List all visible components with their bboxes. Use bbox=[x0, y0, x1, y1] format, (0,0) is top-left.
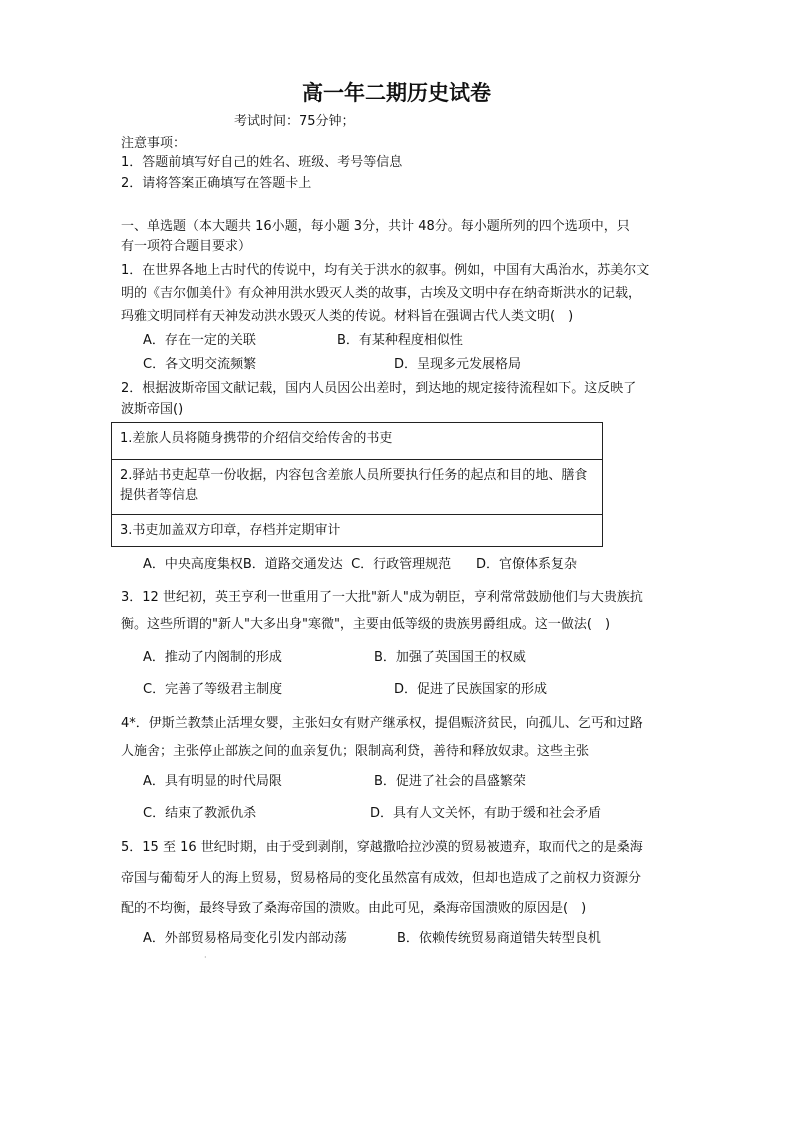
page-title: 高一年二期历史试卷 bbox=[302, 80, 491, 105]
question-1-text: 玛雅文明同样有天神发动洪水毁灭人类的传说。材料旨在强调古代人类文明( ) bbox=[121, 309, 574, 324]
question-1-text: 1．在世界各地上古时代的传说中，均有关于洪水的叙事。例如，中国有大禹治水，苏美尔文 bbox=[121, 263, 650, 278]
question-3-text: 衡。这些所谓的"新人"大多出身"寒微"，主要由低等级的贵族男爵组成。这一做法( ) bbox=[121, 617, 611, 632]
question-1-text: 明的《吉尔伽美什》有众神用洪水毁灭人类的故事，古埃及文明中存在纳奇斯洪水的记载， bbox=[121, 286, 642, 301]
q2-material-table bbox=[111, 422, 603, 547]
notice-item: 2．请将答案正确填写在答题卡上 bbox=[121, 176, 312, 191]
q3-option-a: A．推动了内阁制的形成 bbox=[143, 650, 282, 665]
question-5-text: 配的不均衡，最终导致了桑海帝国的溃败。由此可见，桑海帝国溃败的原因是( ) bbox=[121, 901, 587, 916]
exam-time: 考试时间：75分钟； bbox=[234, 114, 355, 129]
q2-table-row: 2.驿站书吏起草一份收据，内容包含差旅人员所要执行任务的起点和目的地、膳食提供者等信息 bbox=[112, 459, 602, 514]
question-2-text: 波斯帝国() bbox=[121, 402, 184, 417]
q3-option-c: C．完善了等级君主制度 bbox=[143, 682, 283, 697]
q4-option-c: C．结束了教派仇杀 bbox=[143, 806, 257, 821]
question-3-text: 3．12 世纪初，英王亨利一世重用了一大批"新人"成为朝臣，亨利常常鼓励他们与大贵族抗 bbox=[121, 590, 643, 605]
question-2-text: 2．根据波斯帝国文献记载，国内人员因公出差时，到达地的规定接待流程如下。这反映了 bbox=[121, 381, 637, 396]
stray-mark: · bbox=[204, 953, 207, 962]
section-heading: 一、单选题（本大题共 16小题，每小题 3分，共计 48分。每小题所列的四个选项中，只 bbox=[121, 219, 630, 234]
q2-table-row: 1.差旅人员将随身携带的介绍信交给传舍的书吏 bbox=[120, 431, 393, 446]
q1-option-c: C．各文明交流频繁 bbox=[143, 357, 257, 372]
notice-heading: 注意事项： bbox=[121, 136, 187, 151]
q3-option-d: D．促进了民族国家的形成 bbox=[394, 682, 548, 697]
q5-option-b: B．依赖传统贸易商道错失转型良机 bbox=[397, 931, 601, 946]
section-heading-cont: 有一项符合题目要求） bbox=[121, 239, 252, 254]
q3-option-b: B．加强了英国国王的权威 bbox=[374, 650, 526, 665]
question-5-text: 帝国与葡萄牙人的海上贸易，贸易格局的变化虽然富有成效，但却也造成了之前权力资源分 bbox=[121, 871, 642, 886]
q2-table-row: 3.书吏加盖双方印章，存档并定期审计 bbox=[112, 514, 602, 546]
q4-option-d: D．具有人文关怀，有助于缓和社会矛盾 bbox=[370, 806, 602, 821]
q5-option-a: A．外部贸易格局变化引发内部动荡 bbox=[143, 931, 347, 946]
q1-option-b: B．有某种程度相似性 bbox=[337, 333, 463, 348]
q1-option-a: A．存在一定的关联 bbox=[143, 333, 256, 348]
question-5-text: 5．15 至 16 世纪时期，由于受到剥削，穿越撒哈拉沙漠的贸易被遗弃，取而代之的是桑海 bbox=[121, 840, 643, 855]
question-4-text: 4*．伊斯兰教禁止活埋女婴，主张妇女有财产继承权，提倡赈济贫民，向孤儿、乞丐和过路 bbox=[121, 716, 643, 731]
q2-options: A．中央高度集权B．道路交通发达 C．行政管理规范 D．官僚体系复杂 bbox=[143, 557, 577, 572]
notice-item: 1．答题前填写好自己的姓名、班级、考号等信息 bbox=[121, 155, 403, 170]
question-4-text: 人施舍；主张停止部族之间的血亲复仇；限制高利贷，善待和释放奴隶。这些主张 bbox=[121, 744, 590, 759]
q4-option-a: A．具有明显的时代局限 bbox=[143, 774, 282, 789]
q4-option-b: B．促进了社会的昌盛繁荣 bbox=[374, 774, 526, 789]
q1-option-d: D．呈现多元发展格局 bbox=[394, 357, 522, 372]
